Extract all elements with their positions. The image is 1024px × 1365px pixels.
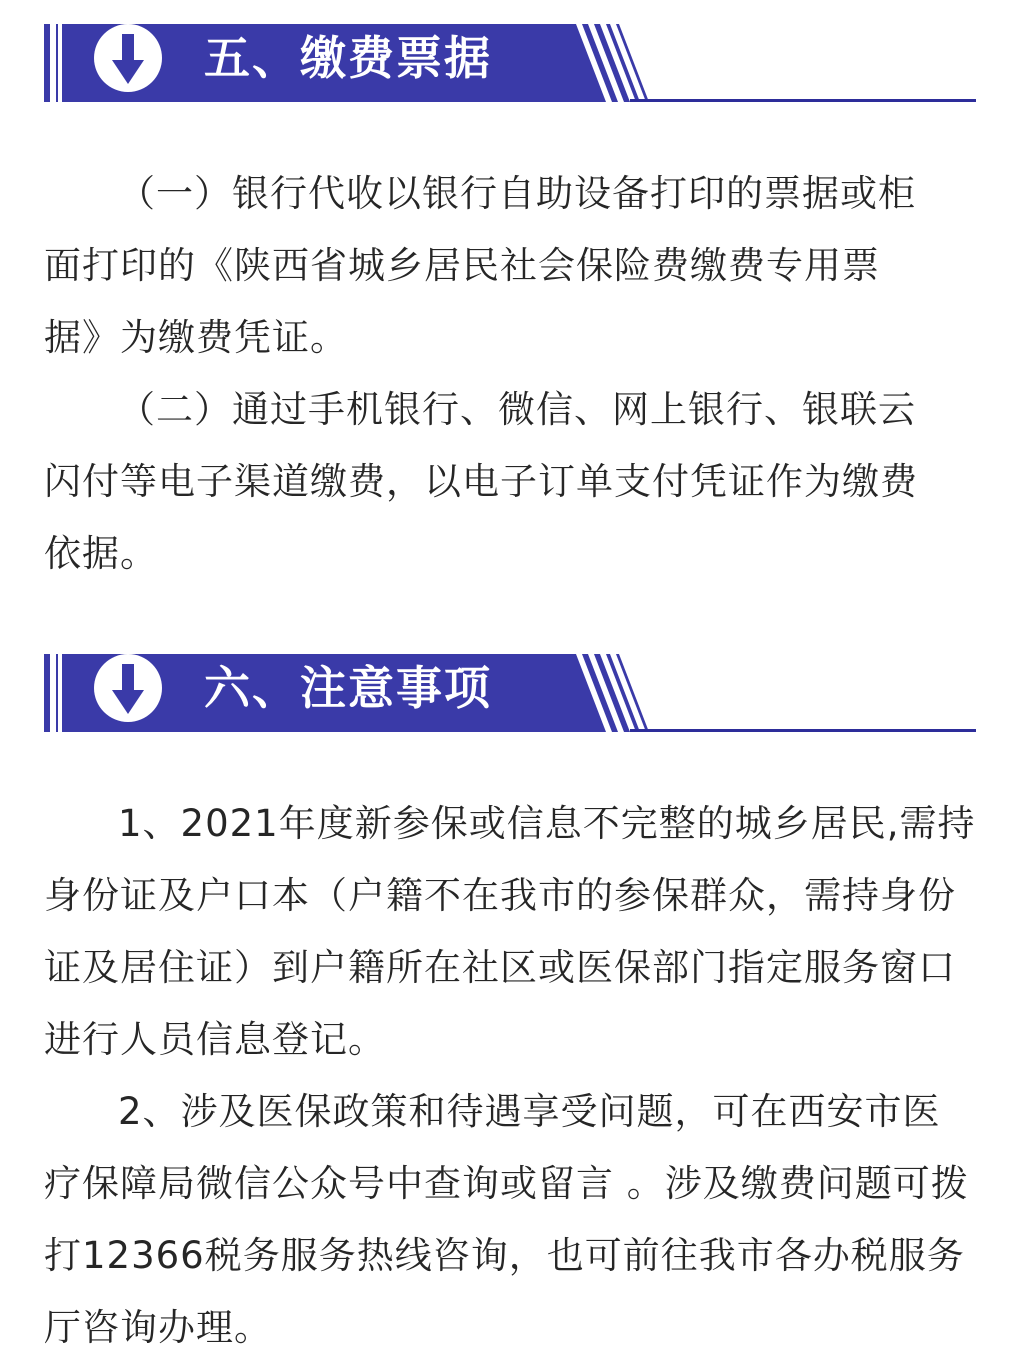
text-line: （二）通过手机银行、微信、网上银行、银联云 (118, 388, 916, 431)
text-line: 2、涉及医保政策和待遇享受问题，可在西安市医 (118, 1090, 941, 1133)
text-line: 疗保障局微信公众号中查询或留言 。涉及缴费问题可拨 (44, 1162, 969, 1205)
section-title: 五、缴费票据 (204, 31, 492, 85)
arrow-down-circle-icon (92, 22, 164, 94)
text-line: 证及居住证）到户籍所在社区或医保部门指定服务窗口 (44, 946, 956, 989)
text-line: 闪付等电子渠道缴费，以电子订单支付凭证作为缴费 (44, 460, 918, 503)
section-header-payment-receipt (44, 16, 976, 102)
paragraph-inquiry (44, 1076, 984, 1364)
paragraph-electronic-payment (44, 374, 984, 590)
text-line: 据》为缴费凭证。 (44, 316, 348, 359)
section-title: 六、注意事项 (204, 661, 492, 715)
text-line: （一）银行代收以银行自助设备打印的票据或柜 (118, 172, 916, 215)
header-banner (44, 646, 976, 732)
text-line: 进行人员信息登记。 (44, 1018, 386, 1061)
text-line: 身份证及户口本（户籍不在我市的参保群众，需持身份 (44, 874, 956, 917)
text-line: 面打印的《陕西省城乡居民社会保险费缴费专用票 (44, 244, 880, 287)
text-line: 厅咨询办理。 (44, 1306, 272, 1349)
header-banner (44, 16, 976, 102)
section-header-notes (44, 646, 976, 732)
text-line: 打12366税务服务热线咨询，也可前往我市各办税服务 (44, 1234, 965, 1277)
text-line: 依据。 (44, 532, 158, 575)
paragraph-bank-receipt (44, 158, 984, 374)
arrow-down-circle-icon (92, 652, 164, 724)
text-line: 1、2021年度新参保或信息不完整的城乡居民,需持 (118, 802, 976, 845)
paragraph-registration (44, 788, 984, 1076)
